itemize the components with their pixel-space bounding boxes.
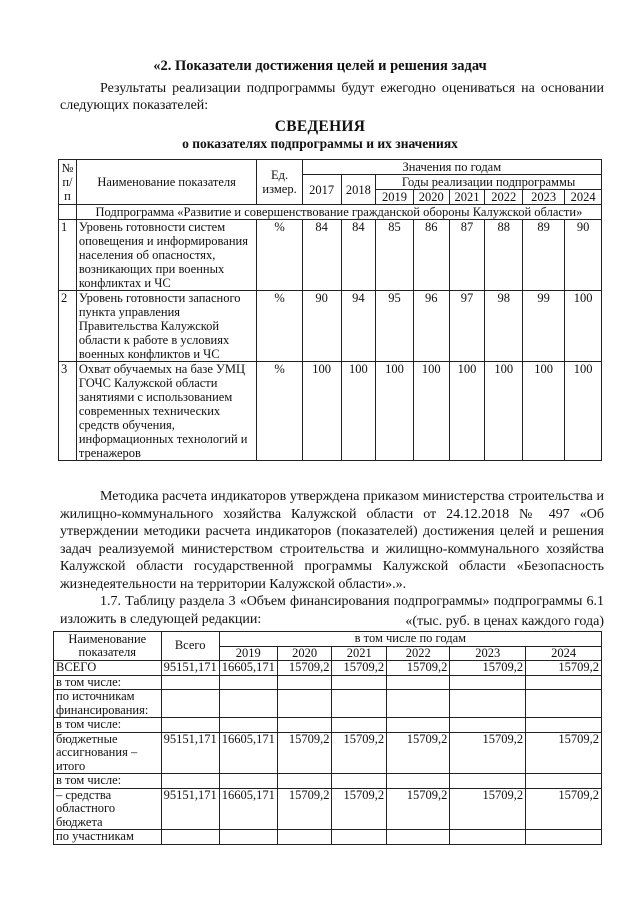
svedenia-subtitle: о показателях подпрограммы и их значениях xyxy=(182,136,458,151)
t1-year-header: 2022 xyxy=(485,190,523,205)
indicator-value: 100 xyxy=(449,362,485,461)
financing-year-value xyxy=(450,774,526,789)
indicator-name: Уровень готовности систем оповещения и информирования населения об опасностях, возникающих при военных конфликтах и ЧС xyxy=(76,220,257,291)
units-note: «(тыс. руб. в ценах каждого года) xyxy=(405,614,604,629)
indicator-value: 97 xyxy=(449,291,485,362)
financing-year-value: 15709,2 xyxy=(332,661,387,676)
indicator-unit: % xyxy=(257,220,302,291)
financing-year-value xyxy=(526,690,602,718)
indicator-value: 88 xyxy=(485,220,523,291)
financing-year-value: 15709,2 xyxy=(526,732,602,774)
indicator-unit: % xyxy=(257,362,302,461)
financing-total: 95151,171 xyxy=(161,732,219,774)
indicators-table xyxy=(58,159,602,461)
t1-h-name: Наименование показателя xyxy=(76,160,257,205)
table-row xyxy=(54,774,602,789)
financing-year-value xyxy=(332,830,387,845)
financing-year-value: 15709,2 xyxy=(450,732,526,774)
financing-total xyxy=(161,774,219,789)
t2-header-row xyxy=(54,632,602,647)
financing-year-value xyxy=(332,718,387,733)
t1-h-values: Значения по годам xyxy=(302,160,601,175)
financing-year-value xyxy=(332,690,387,718)
financing-year-value xyxy=(450,718,526,733)
financing-year-value xyxy=(277,690,332,718)
methodology-paragraph: Методика расчета индикаторов утверждена приказом министерства строительства и жилищно-коммунального хозяйства Калужской области от 24.12.2018 № 497 «Об утверждении методики расчета индикаторов (показателей) достижения целей и решения задач реализуемой министерством строительства и жилищно-коммунального хозяйства Калужской области государственной программы Калужской области «Безопасность жизнедеятельности на территории Калужской области».». xyxy=(60,489,604,592)
financing-year-value xyxy=(526,774,602,789)
row-number: 3 xyxy=(59,362,77,461)
financing-year-value xyxy=(450,690,526,718)
indicator-value: 100 xyxy=(523,362,565,461)
financing-total xyxy=(161,830,219,845)
indicator-value: 100 xyxy=(376,362,414,461)
financing-year-value: 15709,2 xyxy=(332,788,387,830)
t2-h-name: Наименование показателя xyxy=(54,632,162,661)
financing-year-value: 15709,2 xyxy=(277,788,332,830)
table-row xyxy=(54,661,602,676)
indicator-value: 100 xyxy=(341,362,376,461)
financing-year-value xyxy=(277,718,332,733)
financing-year-value: 15709,2 xyxy=(450,788,526,830)
indicator-name: Уровень готовности запасного пункта управления Правительства Калужской области к работе в условиях военных конфликтов и ЧС xyxy=(76,291,257,362)
indicator-value: 89 xyxy=(523,220,565,291)
financing-row-name: в том числе: xyxy=(54,774,162,789)
table-row xyxy=(59,220,602,291)
indicator-value: 90 xyxy=(302,291,341,362)
t1-subprogram-row xyxy=(59,205,602,220)
t2-year-header: 2021 xyxy=(332,646,387,661)
financing-row-name: в том числе: xyxy=(54,718,162,733)
indicator-value: 99 xyxy=(523,291,565,362)
financing-row-name: бюджетные ассигнования – итого xyxy=(54,732,162,774)
financing-total: 95151,171 xyxy=(161,788,219,830)
indicator-unit: % xyxy=(257,291,302,362)
t1-year-header: 2023 xyxy=(523,190,565,205)
indicator-value: 86 xyxy=(413,220,449,291)
financing-year-value: 15709,2 xyxy=(387,788,450,830)
financing-year-value xyxy=(387,690,450,718)
financing-year-value xyxy=(387,774,450,789)
indicator-value: 85 xyxy=(376,220,414,291)
financing-total xyxy=(161,690,219,718)
t1-year-header: 2018 xyxy=(341,175,376,205)
financing-year-value xyxy=(219,774,277,789)
financing-year-value: 15709,2 xyxy=(277,732,332,774)
t1-header-row xyxy=(59,160,602,175)
financing-year-value xyxy=(277,774,332,789)
t2-year-header: 2022 xyxy=(387,646,450,661)
financing-year-value xyxy=(387,718,450,733)
financing-year-value xyxy=(332,774,387,789)
financing-total xyxy=(161,718,219,733)
financing-year-value xyxy=(277,675,332,690)
t1-year-header: 2020 xyxy=(413,190,449,205)
financing-year-value: 16605,171 xyxy=(219,661,277,676)
financing-year-value: 15709,2 xyxy=(450,661,526,676)
row-number: 1 xyxy=(59,220,77,291)
financing-year-value: 15709,2 xyxy=(387,661,450,676)
indicator-value: 100 xyxy=(413,362,449,461)
financing-row-name: ВСЕГО xyxy=(54,661,162,676)
table-row xyxy=(54,718,602,733)
financing-total: 95151,171 xyxy=(161,661,219,676)
financing-year-value: 16605,171 xyxy=(219,788,277,830)
indicator-value: 95 xyxy=(376,291,414,362)
indicator-value: 84 xyxy=(302,220,341,291)
t2-year-header: 2020 xyxy=(277,646,332,661)
financing-year-value xyxy=(526,830,602,845)
table-row xyxy=(59,362,602,461)
indicator-value: 96 xyxy=(413,291,449,362)
financing-year-value xyxy=(450,830,526,845)
financing-row-name: по источникам финансирования: xyxy=(54,690,162,718)
financing-year-value: 15709,2 xyxy=(526,788,602,830)
indicator-value: 94 xyxy=(341,291,376,362)
financing-year-value: 15709,2 xyxy=(526,661,602,676)
financing-table xyxy=(53,631,602,845)
t1-year-header: 2017 xyxy=(302,175,341,205)
financing-year-value xyxy=(219,718,277,733)
financing-year-value xyxy=(277,830,332,845)
t1-empty-cell xyxy=(59,205,77,220)
t1-year-header: 2021 xyxy=(449,190,485,205)
t1-subprogram-title: Подпрограмма «Развитие и совершенствование гражданской обороны Калужской области» xyxy=(76,205,601,220)
methodology-block xyxy=(60,488,604,628)
indicator-value: 87 xyxy=(449,220,485,291)
table-row xyxy=(54,788,602,830)
financing-year-value xyxy=(219,830,277,845)
financing-year-value xyxy=(526,718,602,733)
svedenia-title: СВЕДЕНИЯ xyxy=(274,118,366,135)
table-row xyxy=(54,830,602,845)
t1-h-num: № п/п xyxy=(59,160,77,205)
indicator-value: 100 xyxy=(565,362,602,461)
t2-year-header: 2024 xyxy=(526,646,602,661)
financing-row-name: – средства областного бюджета xyxy=(54,788,162,830)
financing-total xyxy=(161,675,219,690)
t2-h-total: Всего xyxy=(161,632,219,661)
financing-year-value xyxy=(387,675,450,690)
financing-year-value xyxy=(387,830,450,845)
indicator-value: 84 xyxy=(341,220,376,291)
financing-year-value xyxy=(219,690,277,718)
indicator-value: 100 xyxy=(302,362,341,461)
financing-year-value xyxy=(450,675,526,690)
table-row xyxy=(54,675,602,690)
financing-year-value: 15709,2 xyxy=(387,732,450,774)
table-row xyxy=(59,291,602,362)
table-row xyxy=(54,690,602,718)
indicator-value: 100 xyxy=(485,362,523,461)
t1-h-years-impl: Годы реализации подпрограммы xyxy=(376,175,602,190)
indicator-value: 100 xyxy=(565,291,602,362)
amendment-paragraph: 1.7. Таблицу раздела 3 «Объем финансирования подпрограммы» подпрограммы 6.1 изложить в следующей редакции: xyxy=(60,594,604,627)
t1-year-header: 2024 xyxy=(565,190,602,205)
financing-year-value: 16605,171 xyxy=(219,732,277,774)
indicator-name: Охват обучаемых на базе УМЦ ГОЧС Калужской области занятиями с использованием современных технических средств обучения, информационных технологий и тренажеров xyxy=(76,362,257,461)
financing-row-name: в том числе: xyxy=(54,675,162,690)
t2-year-header: 2019 xyxy=(219,646,277,661)
financing-year-value xyxy=(219,675,277,690)
t2-year-header: 2023 xyxy=(450,646,526,661)
table-row xyxy=(54,732,602,774)
indicator-value: 98 xyxy=(485,291,523,362)
section-title: «2. Показатели достижения целей и решения задач xyxy=(153,58,487,74)
financing-year-value xyxy=(526,675,602,690)
t2-h-incl: в том числе по годам xyxy=(219,632,601,647)
financing-year-value: 15709,2 xyxy=(277,661,332,676)
t1-h-unit: Ед. измер. xyxy=(257,160,302,205)
financing-year-value: 15709,2 xyxy=(332,732,387,774)
t1-year-header: 2019 xyxy=(376,190,414,205)
indicator-value: 90 xyxy=(565,220,602,291)
financing-year-value xyxy=(332,675,387,690)
row-number: 2 xyxy=(59,291,77,362)
financing-row-name: по участникам xyxy=(54,830,162,845)
intro-paragraph: Результаты реализации подпрограммы будут ежегодно оцениваться на основании следующих показателей: xyxy=(60,81,604,113)
